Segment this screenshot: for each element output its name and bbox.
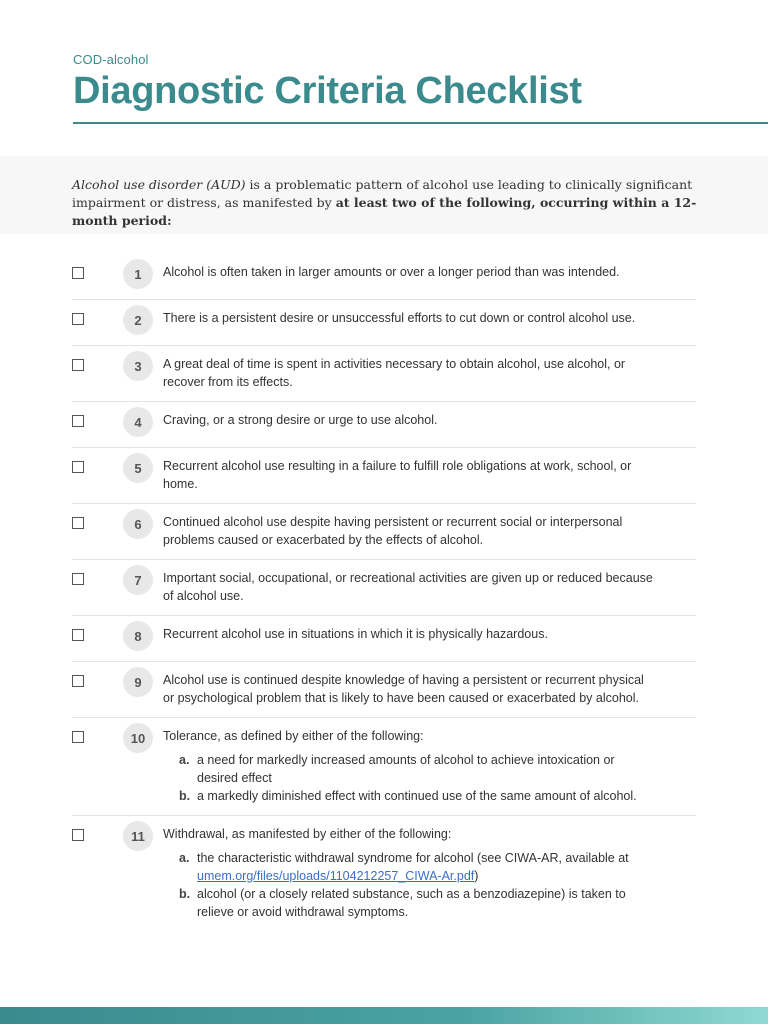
criterion-row [72,816,696,931]
subitem-text-content: alcohol (or a closely related substance, such as a benzodiazepine) is taken to relieve or avoid withdrawal symptoms. [197,887,626,919]
subitem-text-content: the characteristic withdrawal syndrome for alcohol (see CIWA-AR, available at [197,851,629,865]
document-eyebrow: COD-alcohol [73,52,149,67]
subitem-letter: a. [179,753,190,767]
criterion-body [163,259,696,281]
page-title: Diagnostic Criteria Checklist [73,70,582,112]
criterion-text: Withdrawal, as manifested by either of the following: [163,827,452,841]
criterion-subitem [179,787,656,805]
criterion-number-badge: 5 [123,453,153,483]
intro-emphasis: at least two of the following, occurring within a 12-month period: [72,195,697,228]
criteria-list [72,254,696,931]
criterion-text: Craving, or a strong desire or urge to use alcohol. [163,413,438,427]
criterion-text: Recurrent alcohol use resulting in a failure to fulfill role obligations at work, school, or home. [163,459,632,491]
criterion-number-badge: 6 [123,509,153,539]
subitem-text [197,787,656,805]
criterion-row [72,346,696,402]
criterion-number-badge: 8 [123,621,153,651]
title-divider [73,122,768,124]
criterion-text: Recurrent alcohol use in situations in which it is physically hazardous. [163,627,548,641]
criterion-sublist [179,751,656,805]
criterion-row [72,662,696,718]
criterion-row [72,254,696,300]
footer-bar [0,1007,768,1024]
subitem-text-suffix: ) [474,869,479,883]
criterion-row [72,448,696,504]
subitem-text [197,751,656,787]
criterion-number-badge: 2 [123,305,153,335]
criterion-row [72,504,696,560]
criterion-row [72,718,696,816]
criterion-subitem [179,849,656,885]
criterion-checkbox[interactable] [72,359,84,371]
criterion-body [163,351,696,391]
criterion-text: Alcohol use is continued despite knowledge of having a persistent or recurrent physical or psychological problem that is likely to have been caused or exacerbated by alcohol. [163,673,644,705]
criterion-text: There is a persistent desire or unsuccessful efforts to cut down or control alcohol use. [163,311,636,325]
criterion-body [163,565,696,605]
criterion-row [72,616,696,662]
criterion-sublist [179,849,656,921]
criterion-number-badge: 9 [123,667,153,697]
criterion-checkbox[interactable] [72,829,84,841]
intro-panel [0,156,768,234]
criterion-number-badge: 7 [123,565,153,595]
criterion-row [72,560,696,616]
criterion-body [163,723,696,805]
subitem-text-content: a need for markedly increased amounts of alcohol to achieve intoxication or desired effect [197,753,615,785]
criterion-text: Tolerance, as defined by either of the following: [163,729,424,743]
criterion-checkbox[interactable] [72,313,84,325]
subitem-letter: b. [179,887,191,901]
criterion-row [72,300,696,346]
criterion-checkbox[interactable] [72,629,84,641]
criterion-number-badge: 3 [123,351,153,381]
criterion-number-badge: 11 [123,821,153,851]
criterion-row [72,402,696,448]
subitem-text [197,885,656,921]
intro-text: is a problematic pattern of alcohol use leading to clinically significant impairment or distress, as manifested by [72,177,693,210]
criterion-number-badge: 1 [123,259,153,289]
criterion-checkbox[interactable] [72,731,84,743]
criterion-body [163,453,696,493]
criterion-text: A great deal of time is spent in activities necessary to obtain alcohol, use alcohol, or recover from its effects. [163,357,626,389]
criterion-body [163,407,696,429]
intro-paragraph [72,176,708,230]
subitem-text-content: a markedly diminished effect with continued use of the same amount of alcohol. [197,789,637,803]
criterion-subitem [179,885,656,921]
criterion-text: Important social, occupational, or recreational activities are given up or reduced because of alcohol use. [163,571,653,603]
ciwa-link[interactable]: umem.org/files/uploads/1104212257_CIWA-Ar.pdf [197,869,475,883]
subitem-letter: a. [179,851,190,865]
criterion-body [163,667,696,707]
criterion-number-badge: 4 [123,407,153,437]
criterion-checkbox[interactable] [72,267,84,279]
criterion-body [163,305,696,327]
page-header [73,52,768,113]
criterion-body [163,821,696,921]
criterion-body [163,621,696,643]
criterion-body [163,509,696,549]
criterion-checkbox[interactable] [72,517,84,529]
subitem-letter: b. [179,789,191,803]
criterion-text: Alcohol is often taken in larger amounts or over a longer period than was intended. [163,265,620,279]
criterion-checkbox[interactable] [72,573,84,585]
criterion-number-badge: 10 [123,723,153,753]
subitem-text [197,849,656,885]
criterion-subitem [179,751,656,787]
criterion-checkbox[interactable] [72,461,84,473]
criterion-text: Continued alcohol use despite having persistent or recurrent social or interpersonal problems caused or exacerbated by the effects of alcohol. [163,515,623,547]
intro-term: Alcohol use disorder (AUD) [72,177,246,192]
criterion-checkbox[interactable] [72,415,84,427]
criterion-checkbox[interactable] [72,675,84,687]
